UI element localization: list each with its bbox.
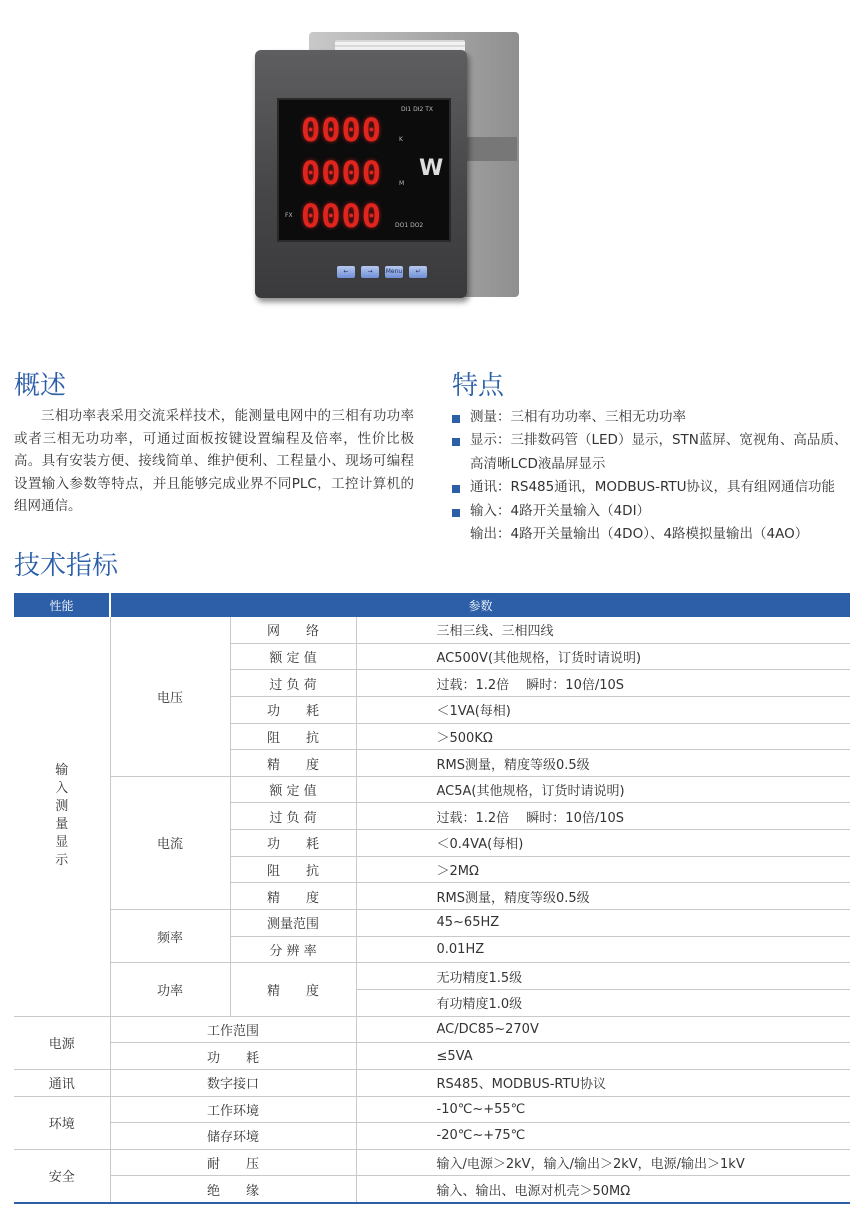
table-row: 功 耗 ＜1VA(每相) [14,696,850,723]
device-bracket [465,137,517,161]
led-row-3: 0000 [301,197,383,235]
device-front-panel [255,50,467,298]
table-row: 过 负 荷 过载：1.2倍 瞬时：10倍/10S [14,670,850,697]
table-row: 阻 抗 ＞2MΩ [14,856,850,883]
unit-label: W [419,156,444,181]
table-row: 环境 工作环境 -10℃~+55℃ [14,1096,850,1123]
right-key: → [361,266,379,278]
feature-item: 测量：三相有功功率、三相无功功率 [452,406,852,429]
bullet-icon [452,415,460,423]
table-row: 电源 工作范围 AC/DC85~270V [14,1016,850,1043]
device-keys [337,266,427,278]
led-row-2: 0000 [301,154,383,192]
header-parameters: 参数 [110,593,850,617]
product-image [255,32,520,302]
table-row: 额 定 值 AC500V(其他规格，订货时请说明) [14,643,850,670]
frequency-label: 频率 [110,910,230,963]
table-row: 分 辨 率 0.01HZ [14,936,850,963]
table-header [14,593,850,617]
k-indicator: K [399,136,403,143]
supply-label: 电源 [14,1016,110,1069]
table-row: 电流 额 定 值 AC5A(其他规格，订货时请说明) [14,776,850,803]
table-row: 绝 缘 输入、输出、电源对机壳＞50MΩ [14,1176,850,1203]
enter-key: ↵ [409,266,427,278]
di-indicators: DI1 DI2 TX [401,106,434,113]
menu-key: Menu [385,266,403,278]
table-row: 精 度 RMS测量，精度等级0.5级 [14,750,850,777]
input-group-label: 输 入 测 量 显 示 [14,617,110,1016]
table-row: 功 耗 ≤5VA [14,1043,850,1070]
features-heading: 特点 [452,371,505,401]
safety-label: 安全 [14,1149,110,1203]
table-row: 过 负 荷 过载：1.2倍 瞬时：10倍/10S [14,803,850,830]
overview-text: 三相功率表采用交流采样技术，能测量电网中的三相有功功率或者三相无功功率，可通过面板按键设置编程及倍率，性价比极高。具有安装方便、接线简单、维护便利、工程量小、现场可编程设置输入参数等特点，并且能够完成业界不同PLC，工控计算机的组网通信。 [14,408,414,514]
specs-heading: 技术指标 [14,551,119,581]
voltage-label: 电压 [110,617,230,776]
comm-label: 通讯 [14,1069,110,1096]
current-label: 电流 [110,776,230,909]
do-indicators: DO1 DO2 [395,222,424,229]
power-label: 功率 [110,963,230,1016]
header-performance: 性能 [14,593,110,617]
table-row: 功 耗 ＜0.4VA(每相) [14,830,850,857]
led-row-1: 0000 [301,111,383,149]
table-row: 输 入 测 量 显 示 电压 网 络 三相三线、三相四线 [14,617,850,643]
feature-item: 显示：三排数码管（LED）显示，STN蓝屏、宽视角、高品质、高清晰LCD液晶屏显示 [452,429,852,476]
led-display [277,98,451,242]
table-row: 精 度 RMS测量，精度等级0.5级 [14,883,850,910]
feature-subitem: 输出：4路开关量输出（4DO）、4路模拟量输出（4AO） [470,526,809,543]
fx-indicator: FX [285,212,293,219]
table-row: 频率 测量范围 45~65HZ [14,910,850,937]
table-row: 阻 抗 ＞500KΩ [14,723,850,750]
bullet-icon [452,438,460,446]
overview-heading: 概述 [14,371,67,401]
table-row: 有功精度1.0级 [14,989,850,1016]
feature-item: 输入：4路开关量输入（4DI） [452,500,852,523]
feature-item: 通讯：RS485通讯，MODBUS-RTU协议，具有组网通信功能 [452,476,852,499]
left-key: ← [337,266,355,278]
table-row: 安全 耐 压 输入/电源＞2kV，输入/输出＞2kV，电源/输出＞1kV [14,1149,850,1176]
table-row: 储存环境 -20℃~+75℃ [14,1123,850,1150]
features-list [452,406,852,546]
table-row: 通讯 数字接口 RS485、MODBUS-RTU协议 [14,1069,850,1096]
bullet-icon [452,509,460,517]
m-indicator: M [399,180,405,187]
table-row: 功率 精 度 无功精度1.5级 [14,963,850,990]
bullet-icon [452,485,460,493]
spec-table [14,593,850,1204]
environment-label: 环境 [14,1096,110,1149]
